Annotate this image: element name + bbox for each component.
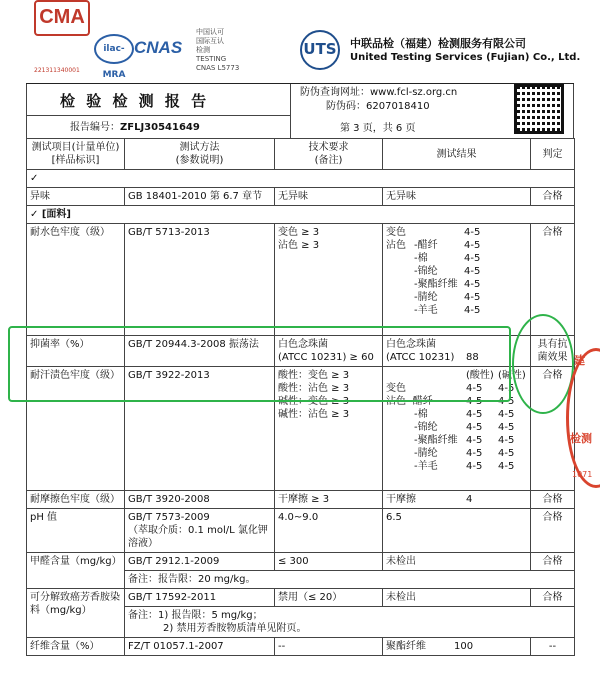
item-antibacterial: 抑菌率（%） [27, 336, 125, 367]
cnas-line: 检测 [196, 46, 210, 54]
item-formaldehyde: 甲醛含量（mg/kg） [27, 553, 125, 589]
verify-site: 防伪查询网址：www.fcl-sz.org.cn [300, 87, 458, 98]
verdict-fiber: -- [531, 638, 575, 656]
item-sweat-fastness: 耐汗渍色牢度（级） [27, 367, 125, 491]
result-water-fastness: 变色 4-5 沾色 -醋纤 4-5 -棉 4-5 -锦纶 4-5 -聚酯纤维 4-5 -腈纶 4-5 -羊毛 4-5 [383, 224, 531, 336]
header-verdict: 判定 [531, 139, 575, 170]
item-fiber: 纤维含量（%） [27, 638, 125, 656]
result-formaldehyde: 未检出 [383, 553, 531, 571]
method-water-fastness: GB/T 5713-2013 [125, 224, 275, 336]
method-odor: GB 18401-2010 第 6.7 章节 [125, 188, 275, 206]
req-sweat-fastness: 酸性：变色 ≥ 3 酸性：沾色 ≥ 3 碱性：变色 ≥ 3 碱性：沾色 ≥ 3 [275, 367, 383, 491]
cnas-logo: CNAS [134, 38, 183, 57]
header-divider [26, 84, 27, 138]
verdict-formaldehyde: 合格 [531, 553, 575, 571]
cnas-text [196, 28, 239, 73]
method-antibacterial: GB/T 20944.3-2008 振荡法 [125, 336, 275, 367]
report-number-label: 报告编号： [70, 122, 120, 133]
company-name-en: United Testing Services (Fujian) Co., Ltd. [350, 52, 581, 63]
table-row [27, 638, 575, 656]
req-odor: 无异味 [275, 188, 383, 206]
stamp-text: 建 [574, 354, 585, 367]
item-rub-fastness: 耐摩擦色牢度（级） [27, 491, 125, 509]
verdict-ph: 合格 [531, 509, 575, 553]
header-requirement: 技术要求 (备注) [275, 139, 383, 170]
cnas-line: 中国认可 [196, 28, 224, 36]
req-water-fastness: 变色 ≥ 3 沾色 ≥ 3 [275, 224, 383, 336]
verdict-antibacterial: 具有抗 菌效果 [531, 336, 575, 367]
verdict-azo: 合格 [531, 589, 575, 607]
ilac-logo: ilac-MRA [94, 34, 134, 64]
cma-logo: CMA [34, 0, 90, 36]
result-fiber: 聚酯纤维 100 [383, 638, 531, 656]
header-divider [290, 84, 291, 138]
verdict-sweat-fastness: 合格 [531, 367, 575, 491]
req-rub-fastness: 干摩擦 ≥ 3 [275, 491, 383, 509]
method-formaldehyde: GB/T 2912.1-2009 [125, 553, 275, 571]
table-row [27, 491, 575, 509]
section-fabric: ✓ [面料] [27, 206, 575, 224]
header-method: 测试方法 (参数说明) [125, 139, 275, 170]
table-header-row [27, 139, 575, 170]
req-ph: 4.0~9.0 [275, 509, 383, 553]
report-number-value: ZFLJ30541649 [120, 122, 200, 133]
result-antibacterial: 白色念珠菌 (ATCC 10231) 88 [383, 336, 531, 367]
verdict-water-fastness: 合格 [531, 224, 575, 336]
method-fiber: FZ/T 01057.1-2007 [125, 638, 275, 656]
table-row [27, 224, 575, 336]
check-mark: ✓ [27, 170, 575, 188]
req-formaldehyde: ≤ 300 [275, 553, 383, 571]
report-title: 检 验 检 测 报 告 [60, 92, 210, 110]
method-sweat-fastness: GB/T 3922-2013 [125, 367, 275, 491]
item-odor: 异味 [27, 188, 125, 206]
cnas-line: 国际互认 [196, 37, 224, 45]
item-ph: pH 值 [27, 509, 125, 553]
verdict-rub-fastness: 合格 [531, 491, 575, 509]
item-water-fastness: 耐水色牢度（级） [27, 224, 125, 336]
cnas-line: TESTING [196, 55, 227, 63]
table-row [27, 589, 575, 607]
report-number [70, 118, 200, 133]
note-azo: 备注：1) 报告限：5 mg/kg； 2) 禁用芳香胺物质清单见附页。 [125, 607, 575, 638]
table-row [27, 553, 575, 571]
req-azo: 禁用（≤ 20） [275, 589, 383, 607]
cnas-line: CNAS L5773 [196, 64, 240, 72]
verdict-odor: 合格 [531, 188, 575, 206]
method-rub-fastness: GB/T 3920-2008 [125, 491, 275, 509]
result-azo: 未检出 [383, 589, 531, 607]
note-formaldehyde: 备注：报告限：20 mg/kg。 [125, 571, 575, 589]
table-row [27, 206, 575, 224]
stamp-number: 1071 [572, 470, 593, 479]
highlight-circle [512, 314, 574, 414]
header-divider [573, 84, 574, 138]
verify-info [300, 86, 457, 114]
method-ph: GB/T 7573-2009 （萃取介质：0.1 mol/L 氯化钾 溶液） [125, 509, 275, 553]
result-rub-fastness: 干摩擦 4 [383, 491, 531, 509]
header-item: 测试项目(计量单位) [样品标识] [27, 139, 125, 170]
method-azo: GB/T 17592-2011 [125, 589, 275, 607]
result-odor: 无异味 [383, 188, 531, 206]
page-number: 第 3 页，共 6 页 [340, 123, 416, 134]
result-sweat-fastness: (酸性) (碱性) 变色 4-5 4-5 沾色 -醋纤 4-5 4-5 -棉 4-5 4-5 -锦纶 4-5 4-5 -聚酯纤维 4-5 4-5 -腈纶 4-5 4-5 -羊毛 4-5 4-5 [383, 367, 531, 491]
table-row [27, 170, 575, 188]
qr-code [514, 84, 564, 134]
header-rule [26, 83, 574, 84]
header-result: 测试结果 [383, 139, 531, 170]
req-antibacterial: 白色念珠菌 (ATCC 10231) ≥ 60 [275, 336, 383, 367]
highlight-rectangle [8, 326, 511, 402]
table-row [27, 509, 575, 553]
header-divider [26, 115, 290, 116]
table-row [27, 188, 575, 206]
verify-code: 防伪码：6207018410 [326, 101, 430, 112]
result-ph: 6.5 [383, 509, 531, 553]
item-azo: 可分解致癌芳香胺染 料（mg/kg） [27, 589, 125, 638]
req-fiber: -- [275, 638, 383, 656]
cma-number: 221311340001 [34, 67, 80, 74]
uts-logo: UTS [300, 30, 340, 70]
stamp-text: 检测 [570, 432, 592, 445]
company-name-cn: 中联品检（福建）检测服务有限公司 [350, 37, 526, 50]
